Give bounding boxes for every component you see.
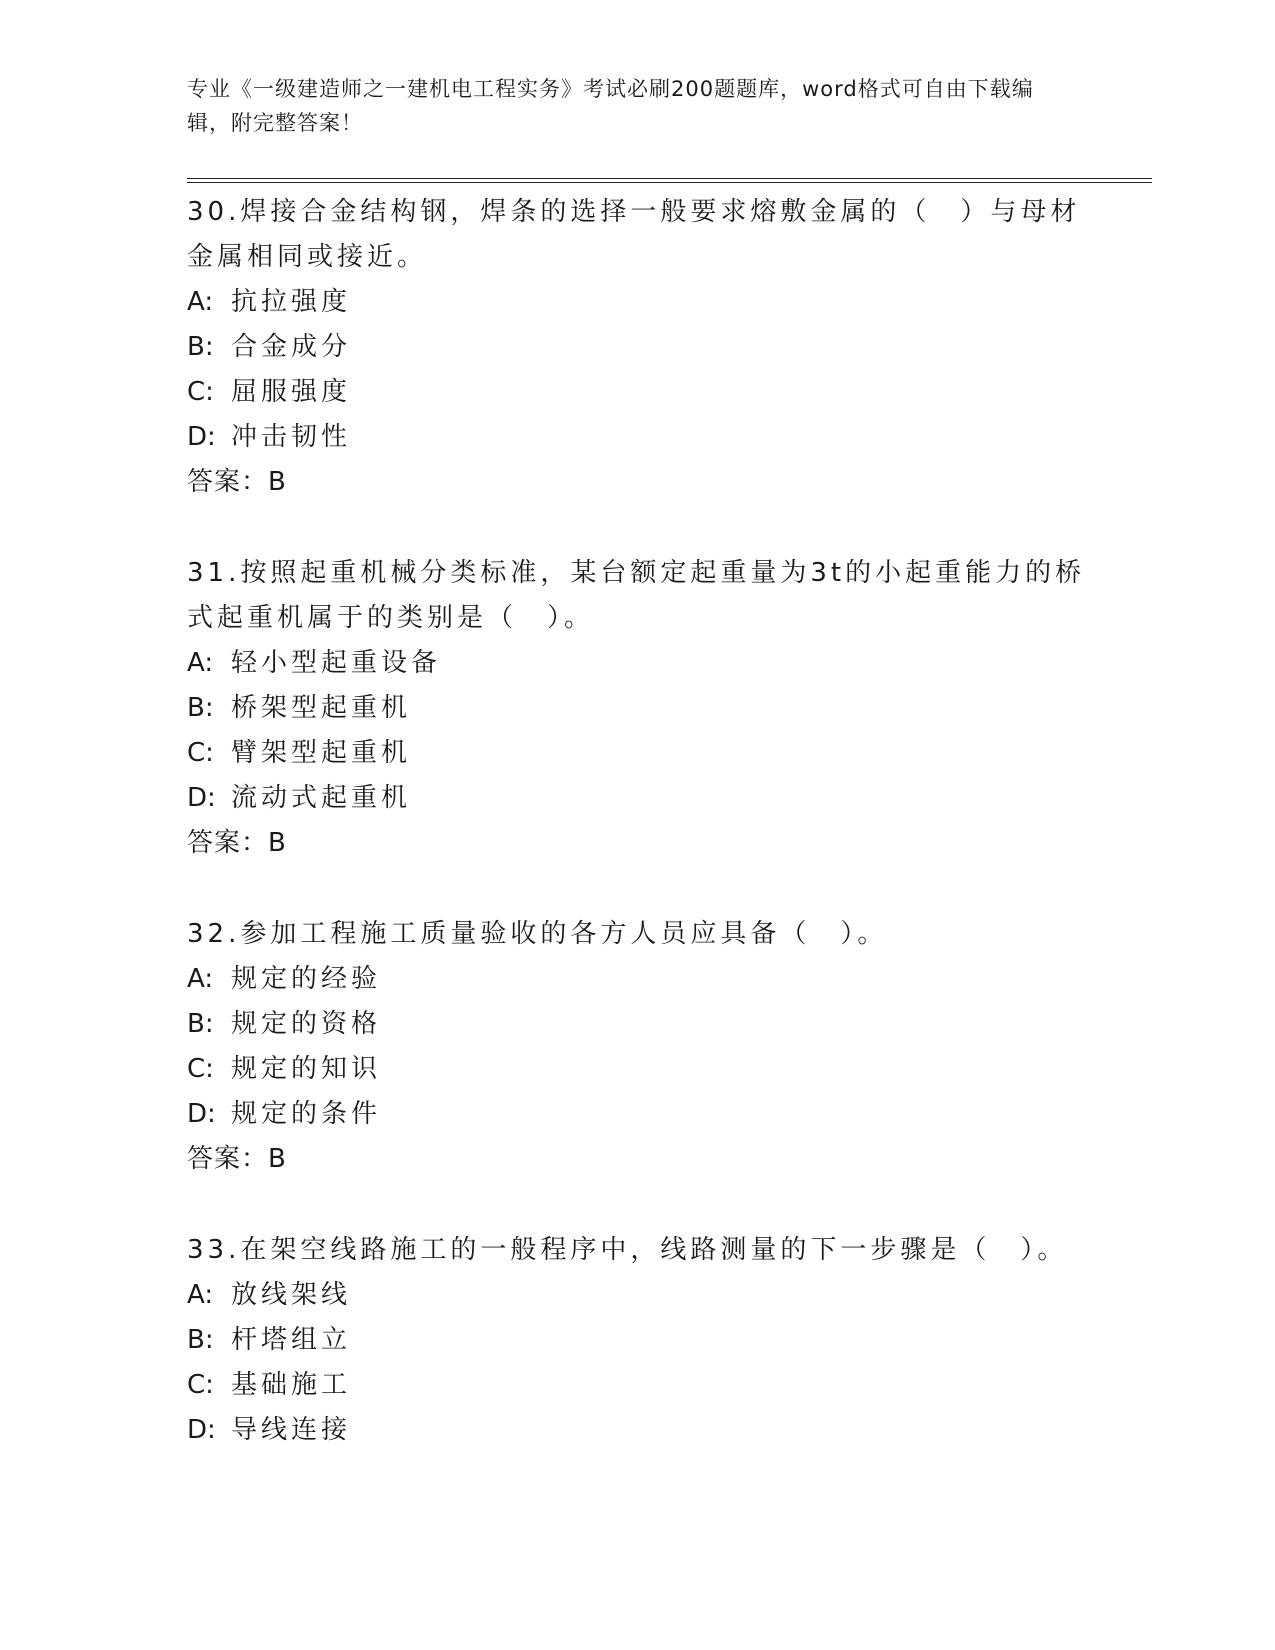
- option-text: 杆塔组立: [231, 1325, 352, 1355]
- option-text: 基础施工: [231, 1370, 352, 1400]
- option-key: B:: [187, 1009, 214, 1039]
- answer-line: 答案：B: [187, 467, 287, 497]
- option-c: [187, 731, 1087, 776]
- option-key: D:: [187, 1099, 216, 1129]
- question-33: [187, 1228, 1087, 1453]
- option-text: 规定的条件: [231, 1099, 382, 1129]
- option-text: 桥架型起重机: [231, 693, 412, 723]
- option-text: 规定的资格: [231, 1009, 382, 1039]
- option-d: [187, 415, 1087, 460]
- header-divider-top: [187, 178, 1152, 179]
- document-header: 专业《一级建造师之一建机电工程实务》考试必刷200题题库，word格式可自由下载编辑，附完整答案！: [187, 77, 1034, 135]
- option-key: B:: [187, 1325, 214, 1355]
- question-stem: 33.在架空线路施工的一般程序中，线路测量的下一步骤是（ ）。: [187, 1235, 1068, 1265]
- question-stem: 30.焊接合金结构钢，焊条的选择一般要求熔敷金属的（ ）与母材金属相同或接近。: [187, 197, 1081, 272]
- answer-line: 答案：B: [187, 828, 287, 858]
- option-text: 合金成分: [231, 332, 352, 362]
- option-key: C:: [187, 1054, 214, 1084]
- option-key: C:: [187, 1370, 214, 1400]
- option-key: B:: [187, 332, 214, 362]
- option-key: A:: [187, 1280, 214, 1310]
- option-c: [187, 370, 1087, 415]
- question-31: [187, 551, 1087, 866]
- option-d: [187, 1092, 1087, 1137]
- option-key: B:: [187, 693, 214, 723]
- option-text: 规定的经验: [231, 964, 382, 994]
- option-c: [187, 1363, 1087, 1408]
- option-key: D:: [187, 1415, 216, 1445]
- option-key: C:: [187, 377, 214, 407]
- question-30: [187, 190, 1087, 505]
- option-text: 流动式起重机: [231, 783, 412, 813]
- option-d: [187, 1408, 1087, 1453]
- question-32: [187, 912, 1087, 1182]
- header-divider-bottom: [187, 182, 1152, 183]
- option-text: 冲击韧性: [231, 422, 352, 452]
- option-a: [187, 957, 1087, 1002]
- option-d: [187, 776, 1087, 821]
- question-stem: 32.参加工程施工质量验收的各方人员应具备（ ）。: [187, 919, 888, 949]
- option-a: [187, 280, 1087, 325]
- option-text: 放线架线: [231, 1280, 352, 1310]
- option-key: A:: [187, 287, 214, 317]
- answer-line: 答案：B: [187, 1144, 287, 1174]
- option-a: [187, 641, 1087, 686]
- option-text: 屈服强度: [231, 377, 352, 407]
- option-b: [187, 325, 1087, 370]
- option-b: [187, 1002, 1087, 1047]
- option-b: [187, 1318, 1087, 1363]
- option-text: 导线连接: [231, 1415, 352, 1445]
- option-text: 臂架型起重机: [231, 738, 412, 768]
- question-stem: 31.按照起重机械分类标准，某台额定起重量为3t的小起重能力的桥式起重机属于的类别是（ ）。: [187, 558, 1086, 633]
- option-key: A:: [187, 964, 214, 994]
- question-list: [187, 190, 1087, 1499]
- option-text: 抗拉强度: [231, 287, 352, 317]
- option-text: 轻小型起重设备: [231, 648, 442, 678]
- option-key: C:: [187, 738, 214, 768]
- option-text: 规定的知识: [231, 1054, 382, 1084]
- option-key: D:: [187, 783, 216, 813]
- option-c: [187, 1047, 1087, 1092]
- option-key: D:: [187, 422, 216, 452]
- option-key: A:: [187, 648, 214, 678]
- option-b: [187, 686, 1087, 731]
- option-a: [187, 1273, 1087, 1318]
